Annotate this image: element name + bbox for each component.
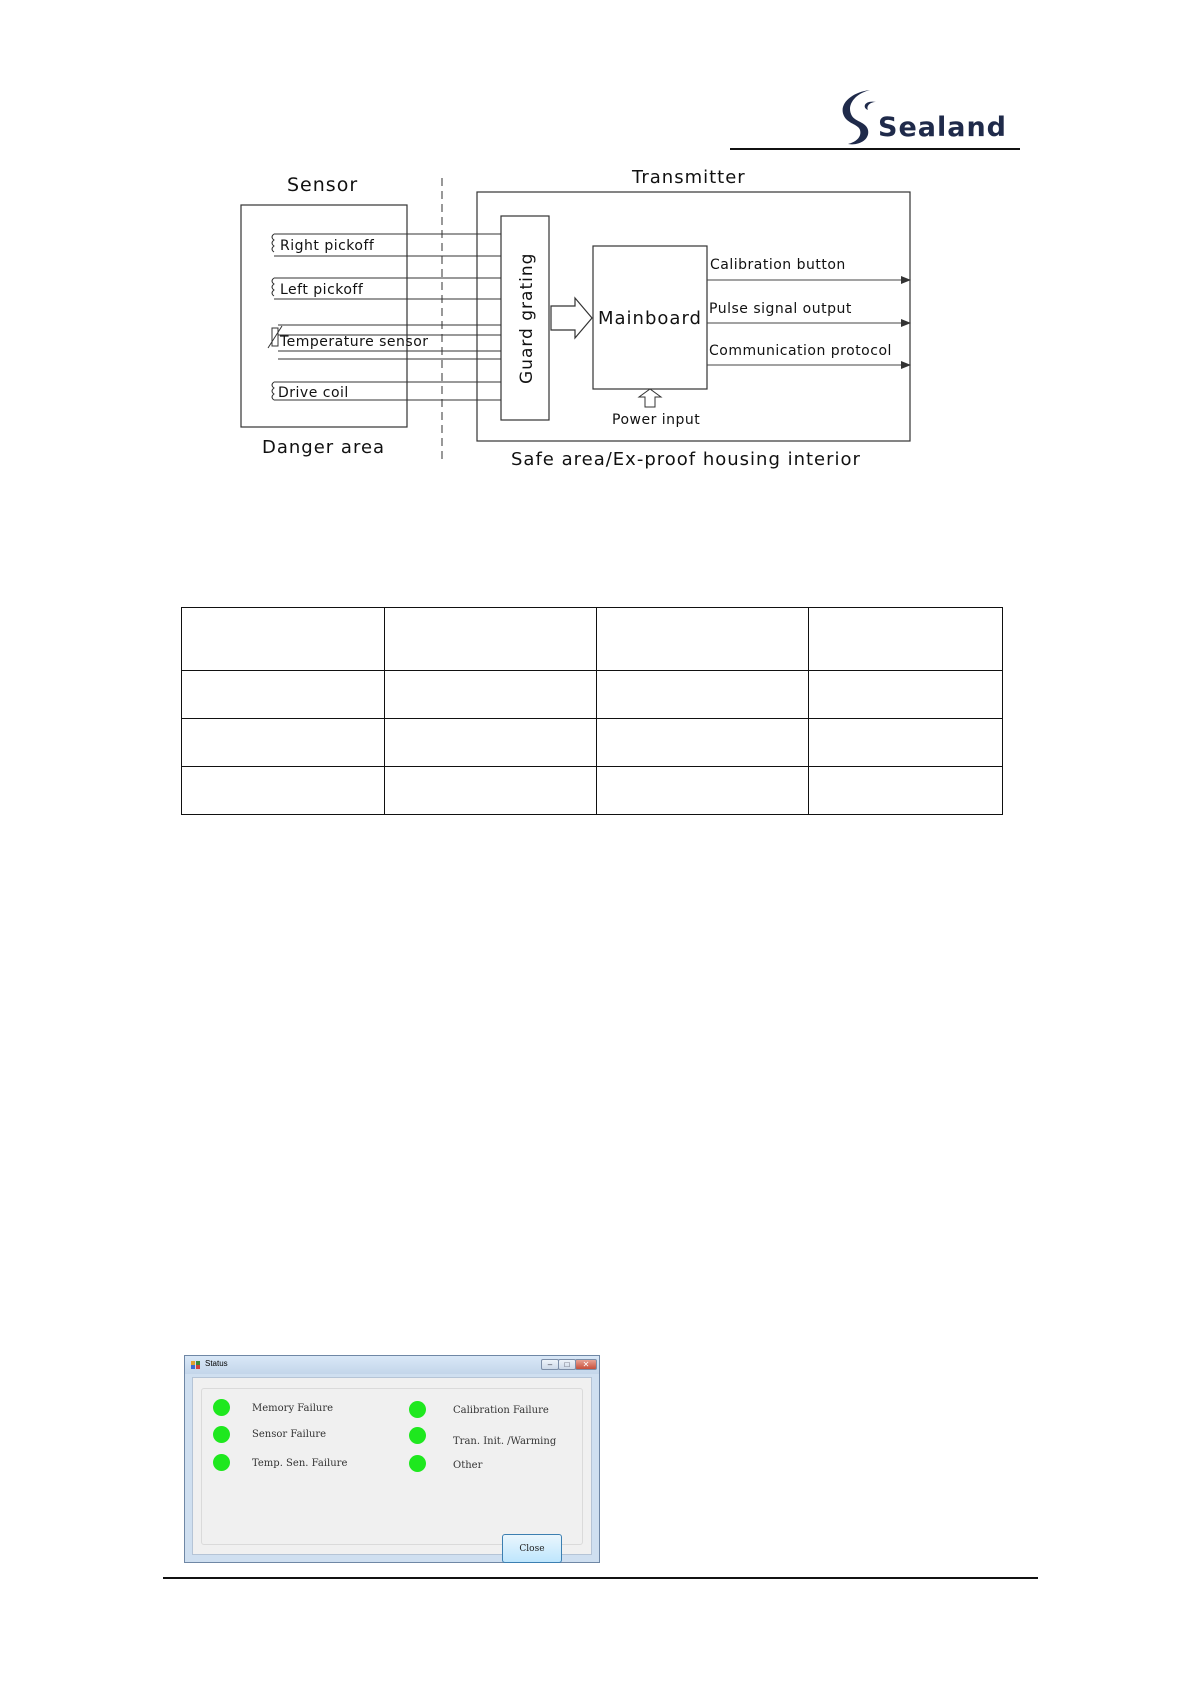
data-table bbox=[181, 607, 1003, 815]
header-rule bbox=[730, 148, 1020, 150]
mainboard-label: Mainboard bbox=[598, 308, 702, 329]
safe-area-label: Safe area/Ex-proof housing interior bbox=[511, 449, 861, 470]
window-title: Status bbox=[205, 1359, 228, 1368]
memory-failure-led-icon bbox=[213, 1399, 230, 1416]
maximize-button[interactable]: □ bbox=[558, 1359, 576, 1370]
table-cell bbox=[809, 608, 1003, 671]
status-temp-sen-failure: Temp. Sen. Failure bbox=[252, 1458, 348, 1469]
output-communication-protocol: Communication protocol bbox=[709, 343, 892, 359]
sensor-item-temperature-sensor: Temperature sensor bbox=[280, 334, 429, 350]
transmitter-title: Transmitter bbox=[632, 167, 746, 188]
table-cell bbox=[182, 608, 385, 671]
window-titlebar[interactable] bbox=[185, 1356, 599, 1374]
close-button[interactable]: Close bbox=[502, 1534, 562, 1563]
calibration-failure-led-icon bbox=[409, 1401, 426, 1418]
sensor-item-drive-coil: Drive coil bbox=[278, 385, 349, 401]
table-cell bbox=[182, 671, 385, 719]
danger-area-label: Danger area bbox=[262, 437, 386, 458]
table-row bbox=[182, 671, 1003, 719]
power-input-arrow-icon bbox=[639, 389, 661, 407]
sensor-failure-led-icon bbox=[213, 1426, 230, 1443]
table-cell bbox=[597, 719, 809, 767]
sealand-logo bbox=[730, 84, 1020, 150]
table-cell bbox=[809, 767, 1003, 815]
status-sensor-failure: Sensor Failure bbox=[252, 1429, 327, 1440]
power-input-label: Power input bbox=[612, 412, 701, 428]
window-client-area bbox=[192, 1377, 592, 1555]
tran-init-warming-led-icon bbox=[409, 1427, 426, 1444]
drive-coil-icon bbox=[272, 382, 274, 400]
table-cell bbox=[597, 608, 809, 671]
table-row bbox=[182, 719, 1003, 767]
table-cell bbox=[182, 767, 385, 815]
table-cell bbox=[597, 671, 809, 719]
table-cell bbox=[385, 608, 597, 671]
app-icon bbox=[191, 1361, 200, 1369]
status-window bbox=[184, 1355, 600, 1563]
right-pickoff-coil-icon bbox=[272, 234, 274, 252]
flowmeter-block-diagram bbox=[230, 160, 930, 480]
footer-rule bbox=[163, 1577, 1038, 1579]
signal-arrow bbox=[551, 298, 592, 338]
status-tran-init-warming: Tran. Init. /Warming bbox=[453, 1436, 557, 1447]
output-pulse-signal: Pulse signal output bbox=[709, 301, 852, 317]
table-cell bbox=[809, 671, 1003, 719]
sealand-logo-icon bbox=[826, 84, 886, 150]
other-led-icon bbox=[409, 1455, 426, 1472]
table-cell bbox=[182, 719, 385, 767]
sensor-item-left-pickoff: Left pickoff bbox=[280, 282, 364, 298]
table-cell bbox=[597, 767, 809, 815]
table-cell bbox=[809, 719, 1003, 767]
temp-sensor-failure-led-icon bbox=[213, 1454, 230, 1471]
sensor-title: Sensor bbox=[287, 174, 359, 196]
sensor-item-right-pickoff: Right pickoff bbox=[280, 238, 375, 254]
table-cell bbox=[385, 719, 597, 767]
status-other: Other bbox=[453, 1460, 483, 1471]
output-calibration-button: Calibration button bbox=[710, 257, 846, 273]
status-calibration-failure: Calibration Failure bbox=[453, 1405, 549, 1416]
left-pickoff-coil-icon bbox=[272, 278, 274, 296]
close-window-button[interactable]: ✕ bbox=[575, 1359, 597, 1370]
guard-grating-label: Guard grating bbox=[517, 252, 537, 384]
brand-name: Sealand bbox=[878, 112, 1008, 143]
minimize-button[interactable]: – bbox=[541, 1359, 559, 1370]
status-memory-failure: Memory Failure bbox=[252, 1403, 334, 1414]
status-group-box bbox=[201, 1388, 583, 1554]
table-cell bbox=[385, 671, 597, 719]
table-cell bbox=[385, 767, 597, 815]
table-row bbox=[182, 767, 1003, 815]
table-row bbox=[182, 608, 1003, 671]
